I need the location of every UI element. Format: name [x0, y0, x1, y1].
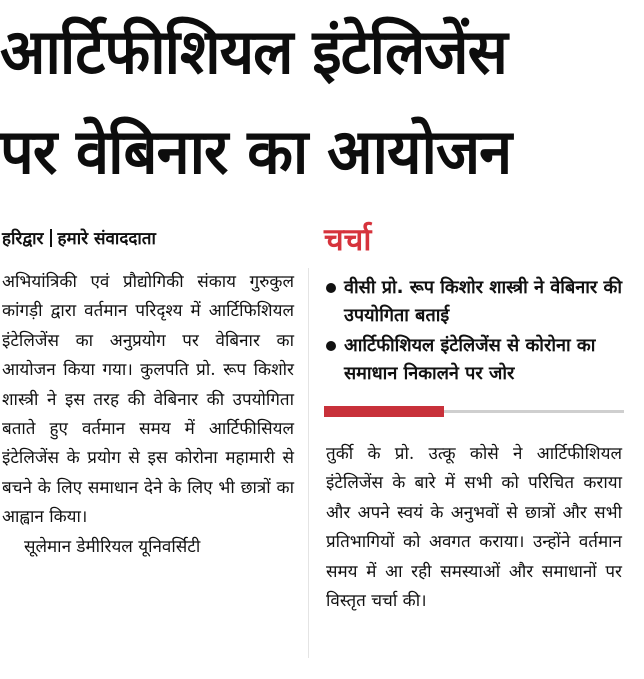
article-paragraph-2-continued: तुर्की के प्रो. उत्कू कोसे ने आर्टिफीशियल इंटेलिजेंस के बारे में सभी को परिचित कराया और अपने स्वयं के अनुभवों से छात्रों और सभी प्रतिभागियों को अवगत कराया। उन्होंने वर्तमान समय में आ रही समस्याओं और समाधानों पर विस्तृत चर्चा की।: [326, 444, 622, 612]
article-right-column: [326, 440, 622, 616]
article-paragraph-1: अभियांत्रिकी एवं प्रौद्योगिकी संकाय गुरुकुल कांगड़ी द्वारा वर्तमान परिदृश्य में आर्टिफिशियल इंटेलिजेंस का अनुप्रयोग पर वेबिनार का आयोजन किया गया। कुलपति प्रो. रूप किशोर शास्त्री ने इस तरह की वेबिनार की उपयोगिता बताते हुए वर्तमान समय में आर्टिफीसियल इंटेलिजेंस के प्रयोग से इस कोरोना महामारी से बचने के लिए समाधान देने के लिए भी छात्रों का आह्वान किया।: [2, 272, 294, 528]
sidebar-bullets: [326, 274, 626, 390]
article-paragraph-2-start: सूलेमान डेमीरियल यूनिवर्सिटी: [24, 536, 201, 557]
sidebar-divider-line: [444, 410, 624, 413]
dateline-separator: [50, 229, 52, 247]
article-left-column: [2, 268, 294, 562]
dateline: [2, 226, 156, 249]
dateline-place: हरिद्वार: [2, 229, 44, 249]
bullet-dot-icon: [326, 283, 336, 293]
sidebar-accent-bar: [324, 406, 444, 417]
dateline-reporter: हमारे संवाददाता: [57, 229, 156, 249]
bullet-dot-icon: [326, 341, 336, 351]
sidebar-bullet-item: [326, 274, 626, 330]
sidebar-bullet-text: वीसी प्रो. रूप किशोर शास्त्री ने वेबिनार की उपयोगिता बताई: [344, 277, 623, 326]
sidebar-bullet-item: [326, 332, 626, 388]
sidebar-title: चर्चा: [324, 222, 372, 258]
column-divider: [308, 268, 309, 658]
headline: [0, 2, 618, 202]
headline-line-2: पर वेबिनार का आयोजन: [0, 115, 512, 188]
headline-line-1: आर्टिफीशियल इंटेलिजेंस: [0, 15, 507, 88]
sidebar-bullet-text: आर्टिफीशियल इंटेलिजेंस से कोरोना का समाधान निकालने पर जोर: [344, 335, 596, 384]
